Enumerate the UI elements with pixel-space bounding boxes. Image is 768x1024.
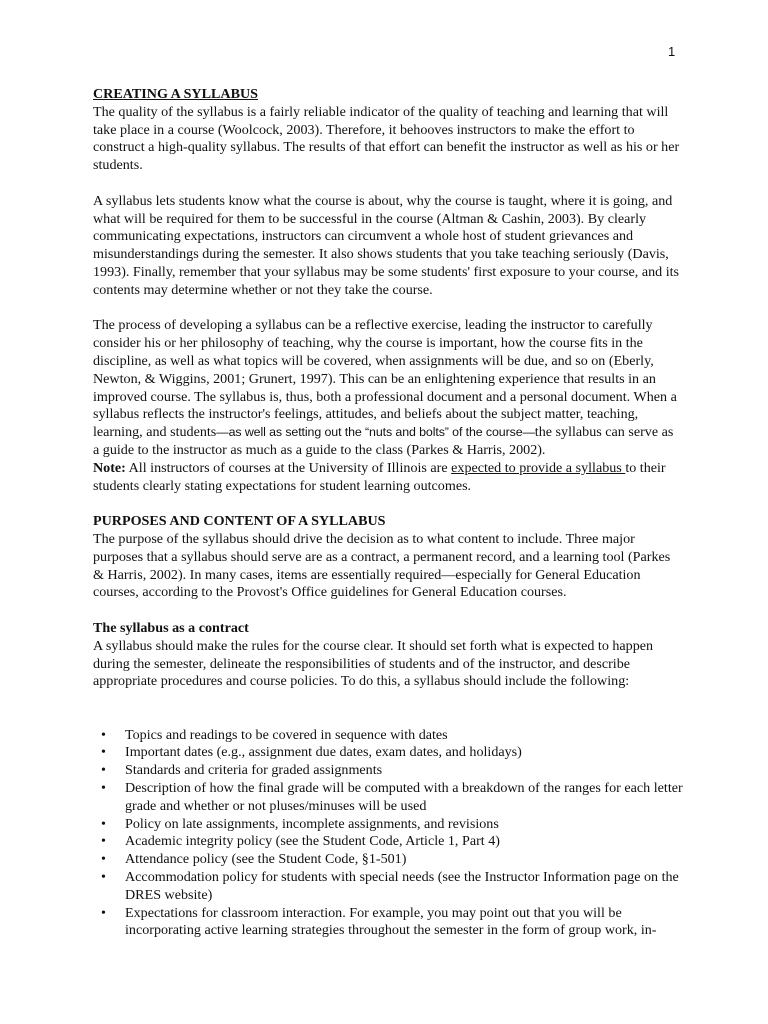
list-item: • Topics and readings to be covered in sequence with dates xyxy=(93,727,683,745)
note-label: Note: xyxy=(93,459,126,476)
syllabus-contents-list xyxy=(93,727,683,941)
list-item: • Description of how the final grade will be computed with a breakdown of the ranges for each letter grade and whether or not pluses/minuses will be used xyxy=(93,780,683,816)
process-text: The process of developing a syllabus can be a reflective exercise, leading the instructor to carefully consider his or her philosophy of teaching, why the course is important, how the course fits in the discipline, as well as what topics will be covered, when assignments will be due, and so on (Eberly, Newton, & Wiggins, 2001; Grunert, 1997). This can be an enlightening experience that results in an improved course. The syllabus is, thus, both a professional document and a personal document. When a syllabus reflects the instructor's feelings, attitudes, and beliefs about the subject matter, teaching, learning, and students xyxy=(93,317,677,441)
heading-purposes-and-content: PURPOSES AND CONTENT OF A SYLLABUS xyxy=(93,513,386,530)
list-item: • Academic integrity policy (see the Student Code, Article 1, Part 4) xyxy=(93,833,683,851)
paragraph-quality: The quality of the syllabus is a fairly reliable indicator of the quality of teaching and learning that will take place in a course (Woolcock, 2003). Therefore, it behooves instructors to make the effort to construct a high-quality syllabus. The results of that effort can benefit the instructor as well as his or her students. xyxy=(93,103,680,174)
paragraph-purposes: The purpose of the syllabus should drive the decision as to what content to include. Three major purposes that a syllabus should serve are as a contract, a permanent record, and a learning tool (Parkes & Harris, 2002). In many cases, items are essentially required—especially for General Education courses, according to the Provost's Office guidelines for General Education courses. xyxy=(93,530,671,601)
list-item: • Attendance policy (see the Student Code, §1-501) xyxy=(93,851,683,869)
list-item: • Accommodation policy for students with special needs (see the Instructor Information page on the DRES website) xyxy=(93,869,683,905)
syllabus-requirement-link[interactable]: expected to provide a syllabus xyxy=(451,459,626,476)
document-body xyxy=(93,86,683,940)
list-item: • Expectations for classroom interaction. For example, you may point out that you will be incorporating active learning strategies throughout the semester in the form of group work, in- xyxy=(93,905,683,941)
process-text-end: the syllabus can serve as a guide to the instructor as much as a guide to the class (Parkes & Harris, 2002). xyxy=(93,424,674,458)
list-item: • Important dates (e.g., assignment due dates, exam dates, and holidays) xyxy=(93,744,683,762)
note-text: All instructors of courses at the University of Illinois are xyxy=(125,459,452,476)
list-item: • Policy on late assignments, incomplete assignments, and revisions xyxy=(93,816,683,834)
note-text-end: to their students clearly stating expectations for student learning outcomes. xyxy=(93,459,666,494)
heading-creating-a-syllabus: CREATING A SYLLABUS xyxy=(93,86,258,102)
list-item: • Standards and criteria for graded assignments xyxy=(93,762,683,780)
paragraph-what-syllabus-does: A syllabus lets students know what the course is about, why the course is taught, where it is going, and what will be required for them to be successful in the course (Altman & Cashin, 2003). By clearly communicating expectations, instructors can circumvent a whole host of student grievances and misunderstandings during the semester. It also shows students that you take teaching seriously (Davis, 1993). Finally, remember that your syllabus may be some students' first exposure to your course, and its contents may determine whether or not they take the course. xyxy=(93,192,680,298)
page-number: 1 xyxy=(668,44,676,59)
heading-syllabus-as-contract: The syllabus as a contract xyxy=(93,619,249,636)
nuts-and-bolts-phrase: —as well as setting out the “nuts and bolts” of the course— xyxy=(216,425,535,440)
paragraph-process xyxy=(93,317,683,459)
note-paragraph xyxy=(93,460,683,496)
paragraph-contract: A syllabus should make the rules for the course clear. It should set forth what is expected to happen during the semester, delineate the responsibilities of students and of the instructor, and describe appropriate procedures and course policies. To do this, a syllabus should include the following: xyxy=(93,637,654,690)
